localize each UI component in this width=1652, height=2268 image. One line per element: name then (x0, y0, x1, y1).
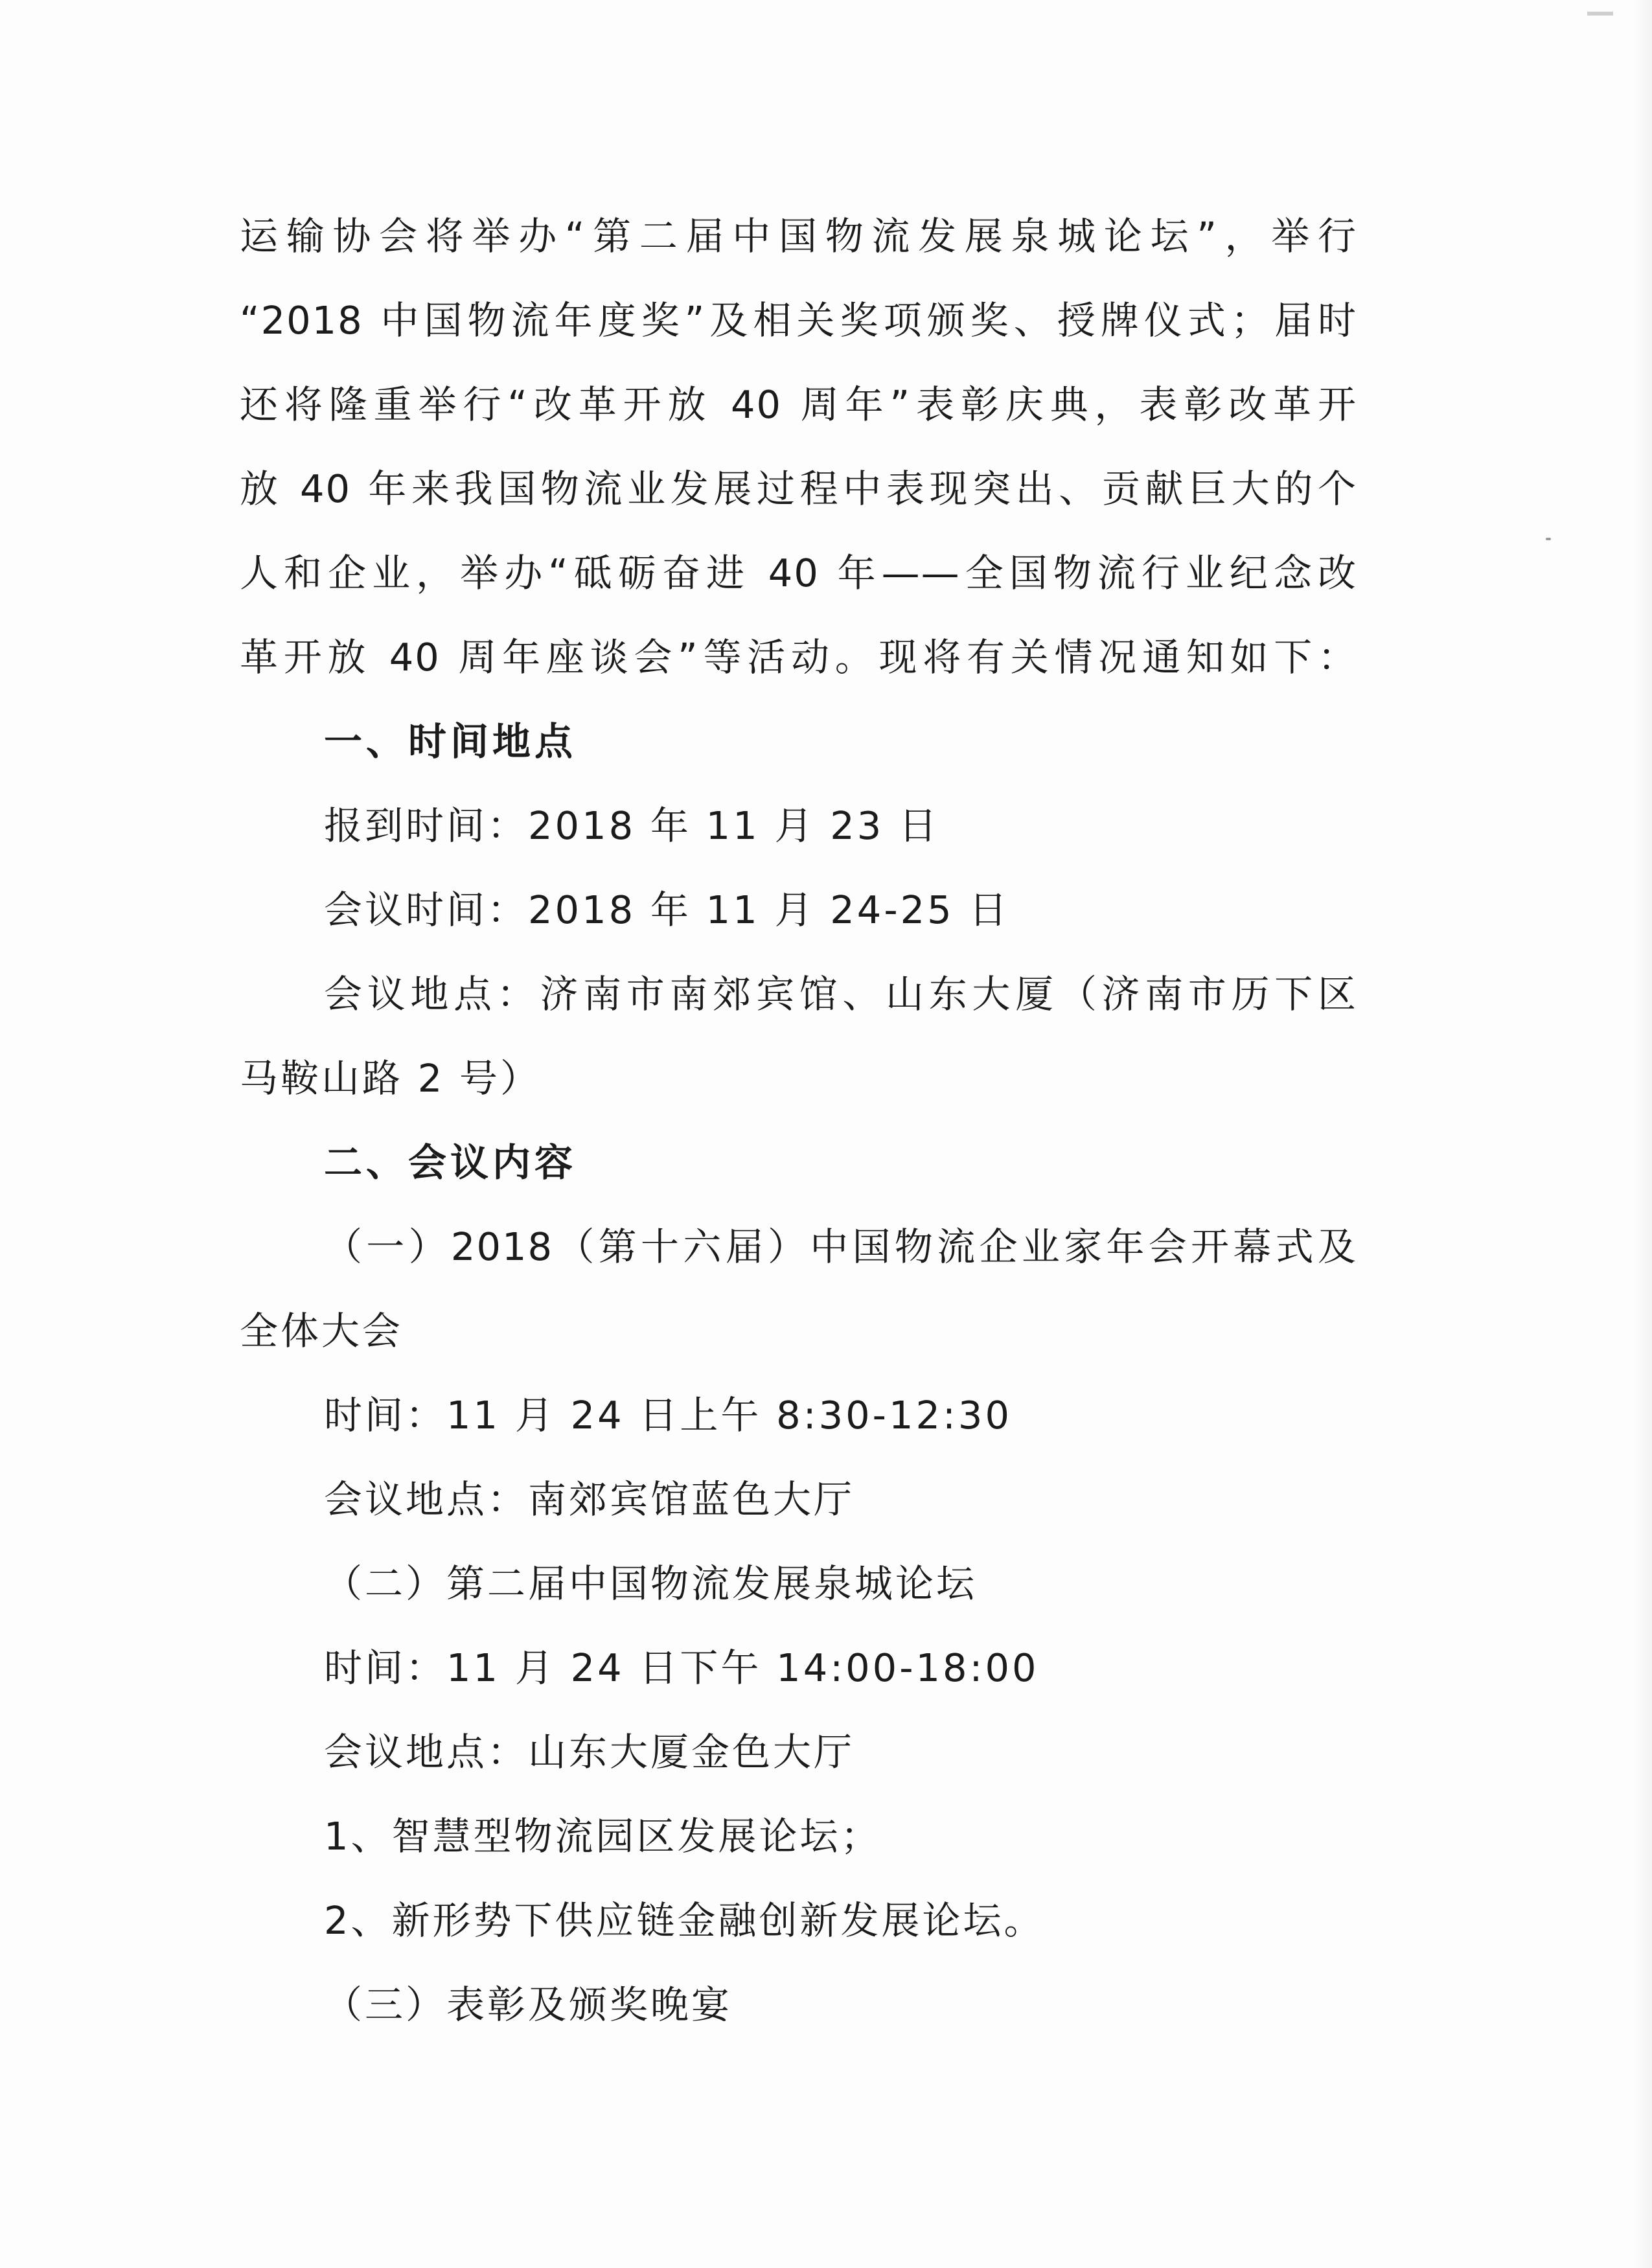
paragraph-line: “2018 中国物流年度奖”及相关奖项颁奖、授牌仪式；届时 (240, 298, 1357, 343)
opening-venue: 会议地点：南郊宾馆蓝色大厅 (324, 1477, 855, 1522)
paragraph-line: 还将隆重举行“改革开放 40 周年”表彰庆典，表彰改革开 (240, 382, 1357, 427)
item-award-banquet: （三）表彰及颁奖晚宴 (324, 1982, 733, 2027)
paragraph-line: 运输协会将举办“第二届中国物流发展泉城论坛”，举行 (240, 214, 1357, 258)
item-opening-ceremony: （一）2018（第十六届）中国物流企业家年会开幕式及 (324, 1224, 1357, 1269)
paragraph-line: 革开放 40 周年座谈会”等活动。现将有关情况通知如下： (240, 635, 1357, 680)
scan-mark (1587, 12, 1613, 16)
meeting-venue-continued: 马鞍山路 2 号） (240, 1056, 542, 1101)
section-heading-content: 二、会议内容 (324, 1140, 577, 1185)
forum-venue: 会议地点：山东大厦金色大厅 (324, 1730, 855, 1774)
section-heading-time-place: 一、时间地点 (324, 719, 577, 764)
meeting-time: 会议时间：2018 年 11 月 24-25 日 (324, 888, 1010, 932)
meeting-venue: 会议地点：济南市南郊宾馆、山东大厦（济南市历下区 (324, 972, 1357, 1016)
registration-time: 报到时间：2018 年 11 月 23 日 (324, 803, 940, 848)
forum-topic-1: 1、智慧型物流园区发展论坛； (324, 1814, 882, 1859)
forum-time: 时间：11 月 24 日下午 14:00-18:00 (324, 1645, 1039, 1690)
paragraph-line: 人和企业，举办“砥砺奋进 40 年——全国物流行业纪念改 (240, 551, 1357, 595)
paragraph-line: 放 40 年来我国物流业发展过程中表现突出、贡献巨大的个 (240, 466, 1357, 511)
forum-topic-2: 2、新形势下供应链金融创新发展论坛。 (324, 1898, 1045, 1943)
item-opening-ceremony-continued: 全体大会 (240, 1309, 404, 1353)
scan-speck (1546, 538, 1551, 540)
item-forum: （二）第二届中国物流发展泉城论坛 (324, 1561, 978, 1606)
opening-time: 时间：11 月 24 日上午 8:30-12:30 (324, 1393, 1012, 1438)
